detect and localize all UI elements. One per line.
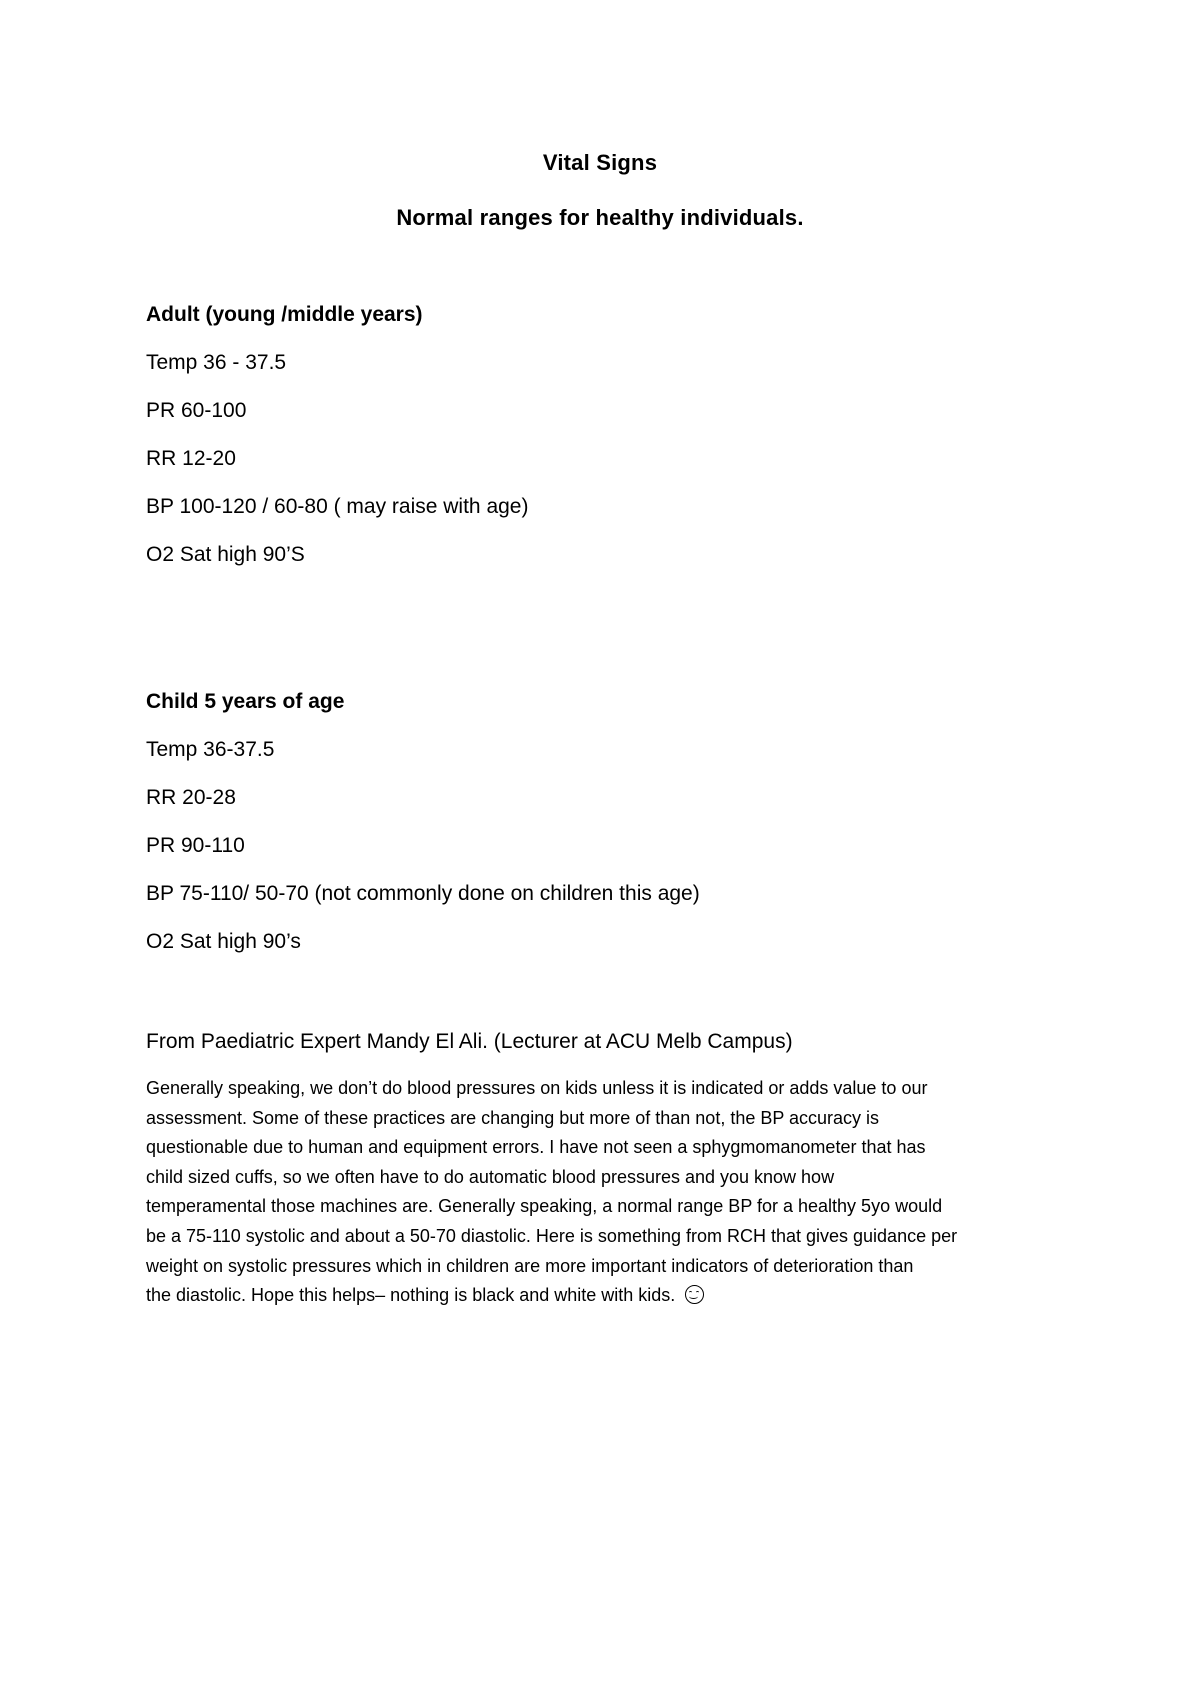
- child-vital-rr: RR 20-28: [146, 786, 236, 809]
- expert-note: [146, 1074, 1086, 1311]
- child-section: [146, 689, 1066, 955]
- adult-vital-rr: RR 12-20: [146, 447, 236, 470]
- note-line: assessment. Some of these practices are changing but more of than not, the BP accuracy is: [146, 1107, 880, 1128]
- note-line: Generally speaking, we don’t do blood pressures on kids unless it is indicated or adds value to our: [146, 1078, 928, 1098]
- child-vital-temp: Temp 36-37.5: [146, 738, 275, 761]
- adult-vital-bp: BP 100-120 / 60-80 ( may raise with age): [146, 495, 529, 518]
- child-heading: Child 5 years of age: [146, 690, 345, 713]
- adult-vital-temp: Temp 36 - 37.5: [146, 351, 287, 374]
- note-line: child sized cuffs, so we often have to do automatic blood pressures and you know how: [146, 1166, 835, 1187]
- adult-vital-pr: PR 60-100: [146, 399, 247, 422]
- expert-attribution: From Paediatric Expert Mandy El Ali. (Lecturer at ACU Melb Campus): [146, 1030, 793, 1053]
- note-line: questionable due to human and equipment errors. I have not seen a sphygmomanometer that has: [146, 1137, 926, 1158]
- note-line-last: [146, 1281, 1086, 1311]
- adult-vital-o2: O2 Sat high 90’S: [146, 543, 305, 566]
- child-vital-o2: O2 Sat high 90’s: [146, 930, 301, 953]
- adult-heading: Adult (young /middle years): [146, 303, 423, 326]
- page-title: Vital Signs: [542, 150, 658, 175]
- note-line: weight on systolic pressures which in children are more important indicators of deterioration than: [146, 1255, 914, 1276]
- child-vital-pr: PR 90-110: [146, 834, 245, 857]
- note-line: temperamental those machines are. Generally speaking, a normal range BP for a healthy 5yo would: [146, 1196, 943, 1217]
- adult-section: [146, 302, 1066, 568]
- child-vital-bp: BP 75-110/ 50-70 (not commonly done on children this age): [146, 882, 700, 905]
- page-subtitle: Normal ranges for healthy individuals.: [396, 205, 804, 230]
- note-line: be a 75-110 systolic and about a 50-70 diastolic. Here is something from RCH that gives guidance per: [146, 1225, 958, 1246]
- winking-smiley-icon: [685, 1285, 704, 1304]
- note-line-text: the diastolic. Hope this helps– nothing is black and white with kids.: [146, 1285, 676, 1306]
